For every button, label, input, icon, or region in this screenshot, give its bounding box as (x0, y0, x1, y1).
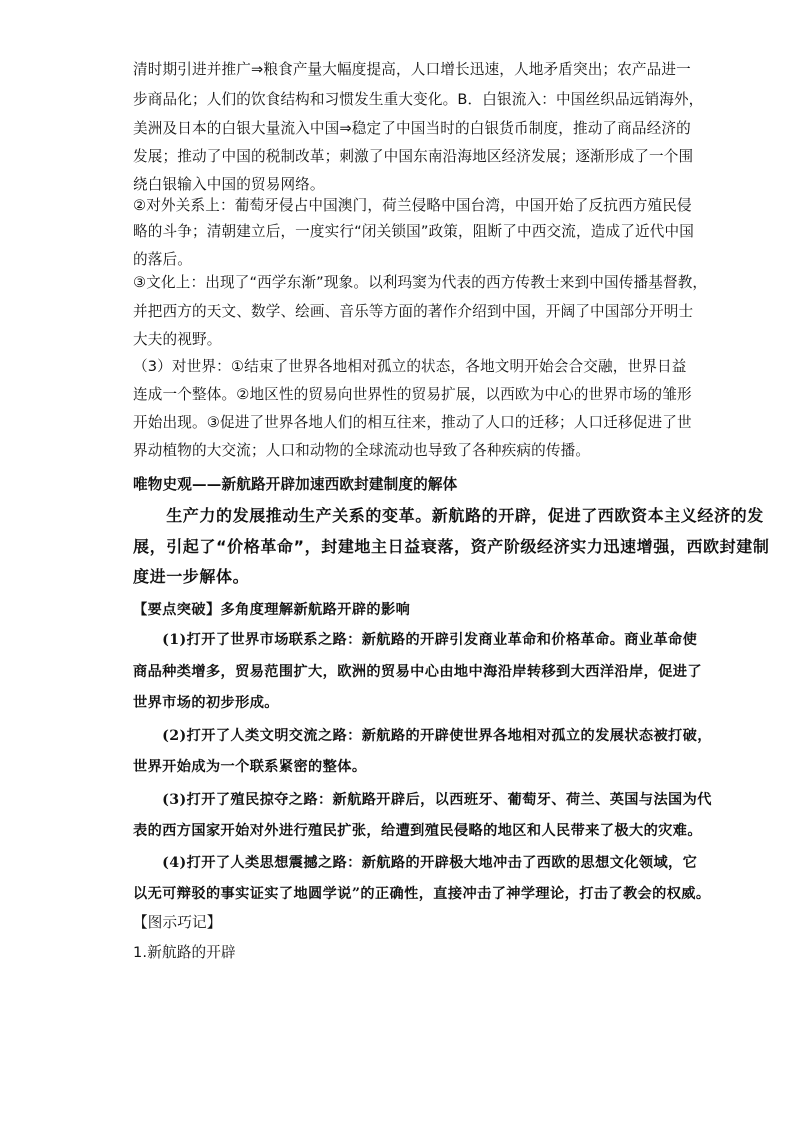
section-heading: 唯物史观——新航路开辟加速西欧封建制度的解体 (133, 476, 458, 493)
paragraph-line: 清时期引进并推广⇒粮食产量大幅度提高，人口增长迅速，人地矛盾突出；农产品进一 (133, 61, 691, 78)
paragraph-line: 并把西方的天文、数学、绘画、音乐等方面的著作介绍到中国，开阔了中国部分开明士 (133, 303, 694, 320)
paragraph-line: 连成一个整体。②地区性的贸易向世界性的贸易扩展，以西欧为中心的世界市场的雏形 (133, 386, 692, 403)
paragraph-line: 生产力的发展推动生产关系的变革。新航路的开辟，促进了西欧资本主义经济的发 (133, 506, 764, 525)
paragraph-line: ②对外关系上：葡萄牙侵占中国澳门，荷兰侵略中国台湾，中国开始了反抗西方殖民侵 (133, 197, 692, 214)
paragraph-line: 发展；推动了中国的税制改革；刺激了中国东南沿海地区经济发展；逐渐形成了一个围 (133, 148, 694, 165)
paragraph-line: 展，引起了“价格革命”，封建地主日益衰落，资产阶级经济实力迅速增强，西欧封建制 (133, 537, 770, 556)
paragraph-line: (1)打开了世界市场联系之路：新航路的开辟引发商业革命和价格革命。商业革命使 (133, 632, 698, 648)
paragraph-line: 世界市场的初步形成。 (133, 695, 279, 711)
paragraph-line: 美洲及日本的白银大量流入中国⇒稳定了中国当时的白银货币制度，推动了商品经济的 (133, 120, 691, 137)
paragraph-line: 度进一步解体。 (133, 567, 250, 586)
subsection-heading: 1.新航路的开辟 (133, 944, 236, 961)
paragraph-line: 表的西方国家开始对外进行殖民扩张，给遭到殖民侵略的地区和人民带来了极大的灾难。 (133, 823, 702, 839)
paragraph-line: 的落后。 (133, 251, 192, 268)
paragraph-line: 步商品化；人们的饮食结构和习惯发生重大变化。B．白银流入：中国丝织品远销海外， (133, 91, 704, 108)
section-heading: 【图示巧记】 (133, 914, 222, 931)
paragraph-line: 大夫的视野。 (133, 331, 222, 348)
paragraph-line: （3）对世界：①结束了世界各地相对孤立的状态，各地文明开始会合交融，世界日益 (133, 358, 687, 375)
paragraph-line: 略的斗争；清朝建立后，一度实行“闭关锁国”政策，阻断了中西交流，造成了近代中国 (133, 223, 694, 240)
paragraph-line: (3)打开了殖民掠夺之路：新航路开辟后，以西班牙、葡萄牙、荷兰、英国与法国为代 (133, 792, 712, 808)
paragraph-line: 绕白银输入中国的贸易网络。 (133, 176, 325, 193)
key-points-heading: 【要点突破】多角度理解新航路开辟的影响 (133, 602, 411, 618)
paragraph-line: 界动植物的大交流；人口和动物的全球流动也导致了各种疾病的传播。 (133, 442, 591, 459)
paragraph-line: 商品种类增多，贸易范围扩大，欧洲的贸易中心由地中海沿岸转移到大西洋沿岸，促进了 (133, 664, 702, 680)
paragraph-line: 开始出现。③促进了世界各地人们的相互往来，推动了人口的迁移；人口迁移促进了世 (133, 414, 692, 431)
paragraph-line: ③文化上：出现了“西学东渐”现象。以利玛窦为代表的西方传教士来到中国传播基督教， (133, 274, 708, 291)
paragraph-line: 世界开始成为一个联系紧密的整体。 (133, 759, 367, 775)
paragraph-line: (2)打开了人类文明交流之路：新航路的开辟使世界各地相对孤立的发展状态被打破， (133, 728, 712, 744)
paragraph-line: 以无可辩驳的事实证实了地圆学说”的正确性，直接冲击了神学理论，打击了教会的权威。 (133, 886, 711, 902)
paragraph-line: (4)打开了人类思想震撼之路：新航路的开辟极大地冲击了西欧的思想文化领域，它 (133, 855, 698, 871)
